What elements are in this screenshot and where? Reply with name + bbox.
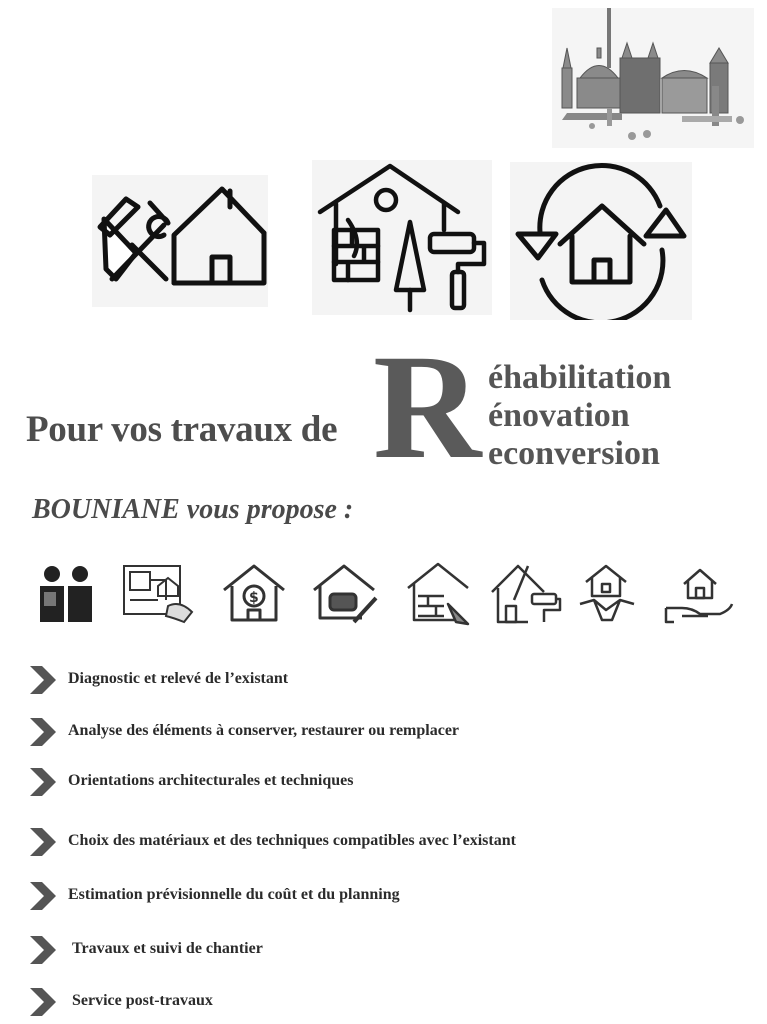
headline-initial: R [373,324,482,490]
chevron-right-icon [28,880,58,912]
list-item-label: Service post-travaux [72,992,213,1009]
subtitle: BOUNIANE vous propose : [32,494,354,525]
tools-house-icon [92,175,268,307]
chevron-right-icon [28,934,58,966]
list-item [28,880,728,912]
chevron-right-icon [28,986,58,1018]
list-item [28,826,728,858]
list-item-label: Orientations architecturales et techniques [68,772,354,789]
list-item-label: Diagnostic et relevé de l’existant [68,670,289,687]
list-item [28,986,728,1018]
chevron-right-icon [28,716,58,748]
list-item [28,664,728,696]
house-cost-icon [218,560,290,626]
house-renovation-icon [312,160,492,315]
consultants-icon [30,560,102,626]
list-item [28,716,728,748]
chevron-right-icon [28,766,58,798]
house-cycle-icon [510,162,692,320]
house-painting-icon [488,560,562,626]
headline-lead: Pour vos travaux de [26,409,338,450]
handshake-house-icon [576,560,638,626]
svg-text:$: $ [249,590,259,606]
list-item [28,934,728,966]
list-item-label: Choix des matériaux et des techniques compatibles avec l’existant [68,832,516,849]
headline-word-reconversion: econversion [488,435,660,472]
list-item-label: Travaux et suivi de chantier [72,940,263,957]
chevron-right-icon [28,826,58,858]
list-item-label: Analyse des éléments à conserver, restaurer ou remplacer [68,722,460,739]
blueprint-icon [118,560,198,626]
list-item-label: Estimation prévisionnelle du coût et du planning [68,886,400,903]
wall-repair-icon [404,560,476,626]
interior-design-icon [310,560,382,626]
chevron-right-icon [28,664,58,696]
headline-word-rehabilitation: éhabilitation [488,359,672,396]
headline-word-renovation: énovation [488,397,630,434]
list-item [28,766,728,798]
hand-house-icon [660,560,736,626]
city-skyline-logo [552,8,754,148]
